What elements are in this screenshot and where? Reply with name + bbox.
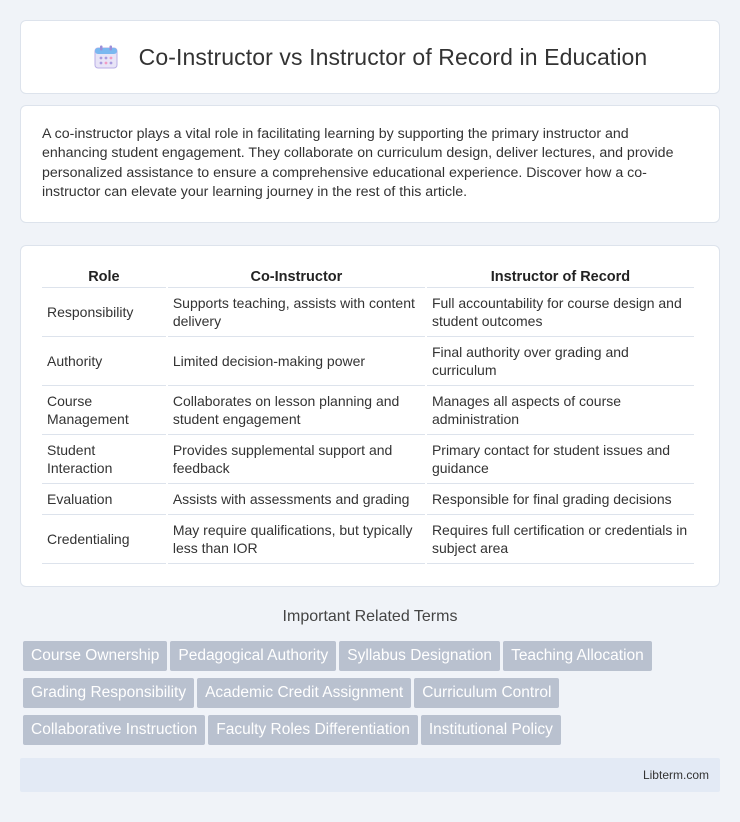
row-instructor-of-record: Primary contact for student issues and guidance (427, 435, 694, 484)
table-row (42, 337, 694, 386)
row-co-instructor: Supports teaching, assists with content delivery (168, 288, 425, 337)
intro-card (20, 105, 720, 223)
term-tag[interactable]: Curriculum Control (414, 678, 559, 708)
term-tag[interactable]: Academic Credit Assignment (197, 678, 411, 708)
table-row (42, 435, 694, 484)
page-title: Co-Instructor vs Instructor of Record in Education (138, 43, 648, 70)
table-row (42, 386, 694, 435)
row-role: Evaluation (42, 484, 166, 515)
row-instructor-of-record: Manages all aspects of course administration (427, 386, 694, 435)
term-tag[interactable]: Syllabus Designation (339, 641, 500, 671)
term-tag[interactable]: Faculty Roles Differentiation (208, 715, 418, 745)
term-tag[interactable]: Teaching Allocation (503, 641, 652, 671)
header-role: Role (42, 267, 166, 288)
header-instructor-of-record: Instructor of Record (427, 267, 694, 288)
table-row (42, 484, 694, 515)
intro-text: A co-instructor plays a vital role in facilitating learning by supporting the primary instructor and enhancing student engagement. They collaborate on curriculum design, deliver lectures, and provide personalized assistance to ensure a comprehensive educational experience. Discover how a co-instructor can elevate your learning journey in the rest of this article. (42, 126, 674, 200)
row-role: Credentialing (42, 515, 166, 564)
row-instructor-of-record: Responsible for final grading decisions (427, 484, 694, 515)
related-terms-list (23, 641, 723, 752)
term-tag[interactable]: Collaborative Instruction (23, 715, 205, 745)
table-row (42, 288, 694, 337)
row-instructor-of-record: Full accountability for course design and student outcomes (427, 288, 694, 337)
row-co-instructor: Collaborates on lesson planning and student engagement (168, 386, 425, 435)
term-tag[interactable]: Grading Responsibility (23, 678, 194, 708)
row-instructor-of-record: Final authority over grading and curriculum (427, 337, 694, 386)
row-co-instructor: Provides supplemental support and feedback (168, 435, 425, 484)
header-co-instructor: Co-Instructor (168, 267, 425, 288)
calendar-icon (93, 44, 119, 70)
term-tag[interactable]: Institutional Policy (421, 715, 561, 745)
table-row (42, 515, 694, 564)
row-co-instructor: Assists with assessments and grading (168, 484, 425, 515)
comparison-table-card (20, 245, 720, 587)
row-co-instructor: May require qualifications, but typically less than IOR (168, 515, 425, 564)
row-co-instructor: Limited decision-making power (168, 337, 425, 386)
row-role: Course Management (42, 386, 166, 435)
term-tag[interactable]: Pedagogical Authority (170, 641, 336, 671)
footer-site-link[interactable]: Libterm.com (642, 768, 709, 782)
term-tag[interactable]: Course Ownership (23, 641, 167, 671)
table-header-row (42, 267, 694, 288)
row-role: Student Interaction (42, 435, 166, 484)
title-card (20, 20, 720, 94)
row-role: Authority (42, 337, 166, 386)
row-instructor-of-record: Requires full certification or credentials in subject area (427, 515, 694, 564)
row-role: Responsibility (42, 288, 166, 337)
comparison-table (40, 267, 696, 564)
related-terms-heading: Important Related Terms (282, 608, 458, 625)
footer (20, 758, 720, 792)
